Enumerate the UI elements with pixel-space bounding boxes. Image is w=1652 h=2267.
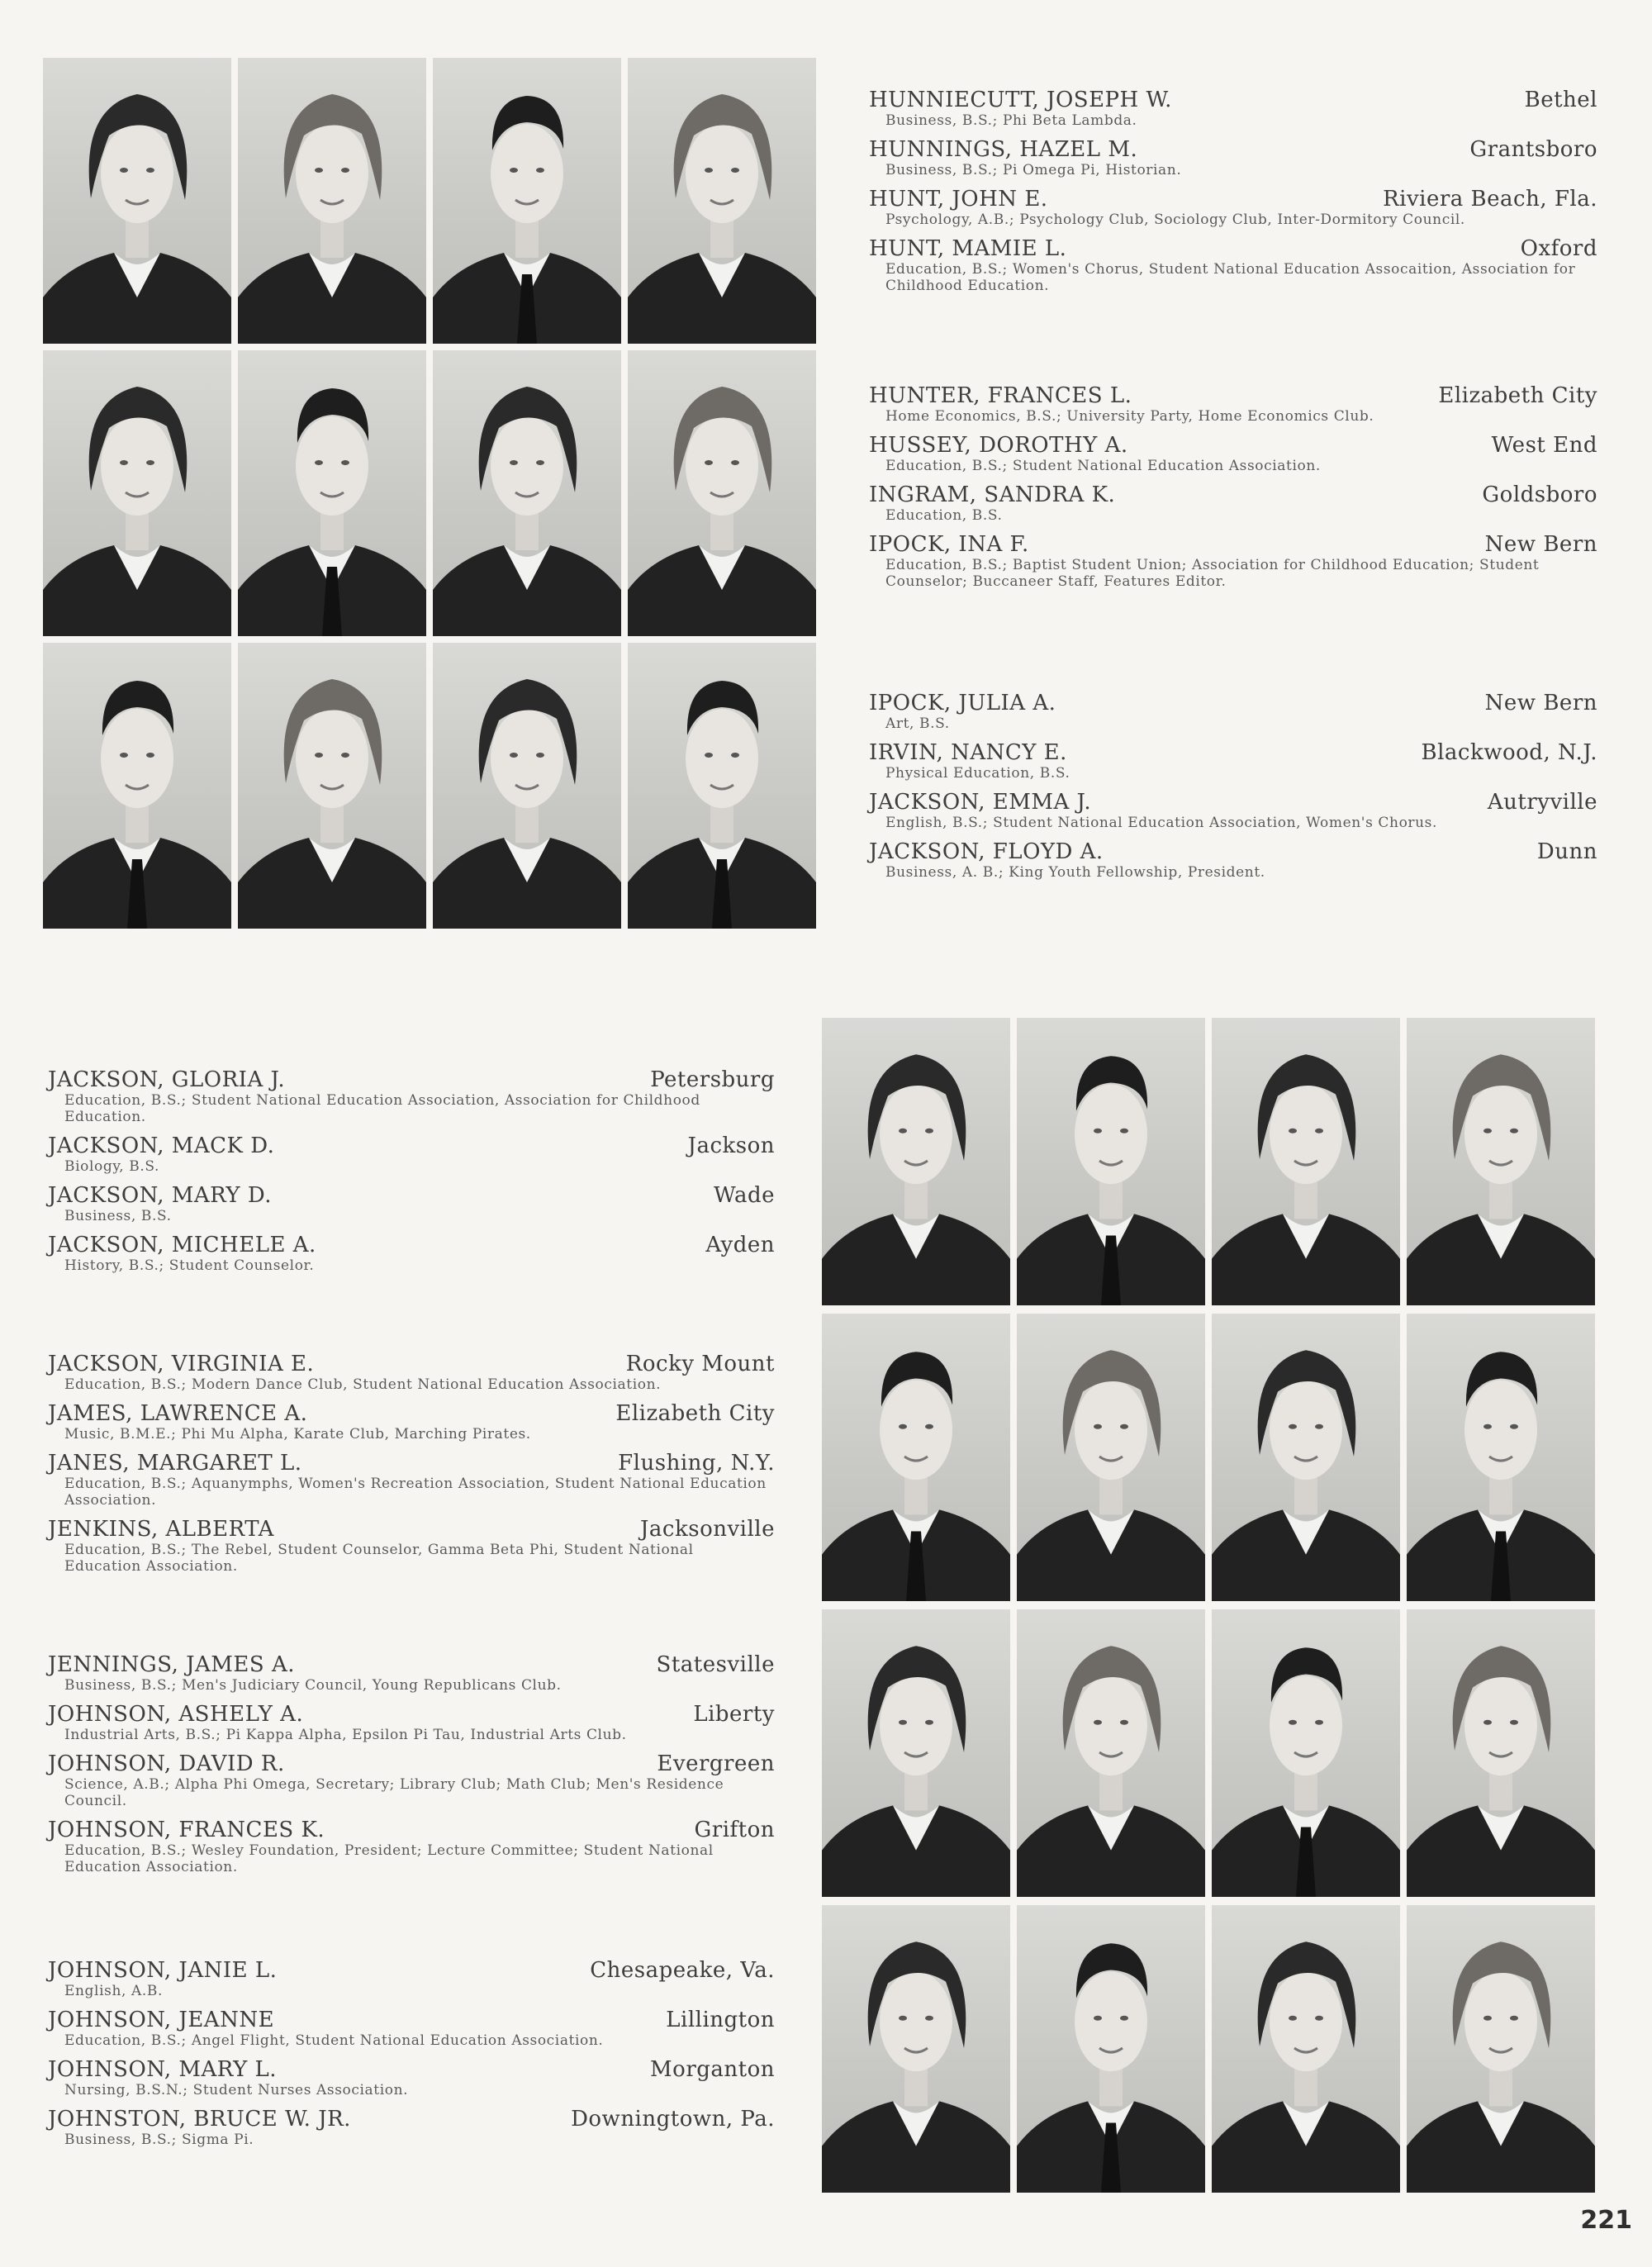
student-activities: Industrial Arts, B.S.; Pi Kappa Alpha, Epsilon Pi Tau, Industrial Arts Club. xyxy=(64,1727,627,1743)
student-name: JANES, MARGARET L. xyxy=(48,1451,302,1476)
student-name: JOHNSON, ASHELY A. xyxy=(48,1702,304,1727)
student-hometown: Grifton xyxy=(694,1818,775,1842)
student-entry xyxy=(48,2057,775,2098)
student-name: IPOCK, INA F. xyxy=(869,532,1029,557)
student-activities: Science, A.B.; Alpha Phi Omega, Secretary; Library Club; Math Club; Men's Residence Council. xyxy=(64,1776,724,1809)
top-portrait-photo xyxy=(43,643,231,929)
bottom-name-block-1 xyxy=(48,1067,775,1282)
student-entry xyxy=(48,1958,775,1999)
student-hometown: Oxford xyxy=(1520,236,1597,261)
student-hometown: Jacksonville xyxy=(639,1517,775,1542)
student-activities: English, A.B. xyxy=(64,1983,163,1999)
bottom-name-block-3 xyxy=(48,1652,775,1884)
student-hometown: Flushing, N.Y. xyxy=(618,1451,775,1476)
student-activities: Biology, B.S. xyxy=(64,1158,160,1175)
student-name: IPOCK, JULIA A. xyxy=(869,691,1056,715)
bottom-portrait-photo xyxy=(1212,1314,1400,1601)
student-hometown: Lillington xyxy=(666,2008,775,2032)
student-hometown: Chesapeake, Va. xyxy=(590,1958,775,1983)
student-entry xyxy=(48,1451,775,1509)
student-activities: Education, B.S. xyxy=(885,507,1003,524)
student-entry xyxy=(48,1134,775,1175)
bottom-portrait-photo xyxy=(1017,1314,1205,1601)
bottom-portrait-photo xyxy=(1407,1018,1595,1305)
student-activities: History, B.S.; Student Counselor. xyxy=(64,1257,315,1274)
student-entry xyxy=(869,187,1597,228)
student-hometown: Liberty xyxy=(693,1702,775,1727)
student-name: JACKSON, MICHELE A. xyxy=(48,1233,316,1257)
student-entry xyxy=(48,1067,775,1125)
student-activities: Home Economics, B.S.; University Party, Home Economics Club. xyxy=(885,408,1374,425)
top-name-block-3 xyxy=(869,691,1597,889)
student-entry xyxy=(869,482,1597,524)
student-activities: Business, A. B.; King Youth Fellowship, President. xyxy=(885,864,1265,881)
student-entry xyxy=(869,88,1597,129)
student-hometown: Goldsboro xyxy=(1482,482,1597,507)
student-hometown: Riviera Beach, Fla. xyxy=(1383,187,1597,211)
student-entry xyxy=(48,1818,775,1875)
page-number: 221 xyxy=(1580,2206,1632,2235)
student-activities: Education, B.S.; Baptist Student Union; Association for Childhood Education; Student Counselor; Buccaneer Staff, Features Editor. xyxy=(885,557,1540,590)
student-name: JOHNSON, JEANNE xyxy=(48,2008,275,2032)
student-entry xyxy=(869,740,1597,782)
student-name: JACKSON, MACK D. xyxy=(48,1134,275,1158)
student-activities: Education, B.S.; Student National Education Association, Association for Childhood Education. xyxy=(64,1092,700,1125)
student-name: JOHNSON, DAVID R. xyxy=(48,1751,285,1776)
student-activities: Business, B.S.; Sigma Pi. xyxy=(64,2132,254,2148)
student-name: HUNTER, FRANCES L. xyxy=(869,383,1132,408)
student-activities: Business, B.S.; Men's Judiciary Council, Young Republicans Club. xyxy=(64,1677,562,1694)
top-name-block-2 xyxy=(869,383,1597,598)
bottom-portrait-photo xyxy=(1017,1905,1205,2193)
student-entry xyxy=(48,1652,775,1694)
bottom-portrait-photo xyxy=(822,1905,1010,2193)
student-hometown: Elizabeth City xyxy=(615,1401,775,1426)
student-activities: Nursing, B.S.N.; Student Nurses Association. xyxy=(64,2082,409,2098)
student-name: JACKSON, VIRGINIA E. xyxy=(48,1352,315,1376)
student-entry xyxy=(869,532,1597,590)
top-portrait-photo xyxy=(628,58,816,344)
student-name: JACKSON, GLORIA J. xyxy=(48,1067,286,1092)
student-hometown: Dunn xyxy=(1536,839,1597,864)
student-hometown: New Bern xyxy=(1484,691,1597,715)
student-entry xyxy=(869,433,1597,474)
student-entry xyxy=(48,2008,775,2049)
student-hometown: Bethel xyxy=(1524,88,1597,112)
student-name: JOHNSON, JANIE L. xyxy=(48,1958,278,1983)
student-hometown: Ayden xyxy=(705,1233,775,1257)
student-entry xyxy=(48,1183,775,1224)
student-hometown: Wade xyxy=(714,1183,775,1208)
student-activities: Education, B.S.; Wesley Foundation, President; Lecture Committee; Student National Education Association. xyxy=(64,1842,714,1875)
student-activities: Music, B.M.E.; Phi Mu Alpha, Karate Club, Marching Pirates. xyxy=(64,1426,531,1442)
top-portrait-photo xyxy=(433,58,621,344)
bottom-name-block-2 xyxy=(48,1352,775,1583)
top-name-block-1 xyxy=(869,88,1597,302)
bottom-portrait-grid xyxy=(822,1018,1595,2193)
student-name: JENKINS, ALBERTA xyxy=(48,1517,274,1542)
student-hometown: Statesville xyxy=(656,1652,775,1677)
bottom-portrait-photo xyxy=(1407,1314,1595,1601)
bottom-portrait-photo xyxy=(1017,1018,1205,1305)
bottom-portrait-photo xyxy=(1017,1609,1205,1897)
top-portrait-grid xyxy=(43,58,816,929)
bottom-portrait-photo xyxy=(1212,1905,1400,2193)
student-name: JENNINGS, JAMES A. xyxy=(48,1652,296,1677)
student-entry xyxy=(48,1751,775,1809)
bottom-portrait-photo xyxy=(1407,1609,1595,1897)
bottom-portrait-photo xyxy=(822,1314,1010,1601)
bottom-portrait-photo xyxy=(822,1609,1010,1897)
top-portrait-photo xyxy=(433,350,621,636)
student-hometown: West End xyxy=(1491,433,1597,458)
student-name: JOHNSON, MARY L. xyxy=(48,2057,278,2082)
top-portrait-photo xyxy=(628,350,816,636)
top-portrait-photo xyxy=(43,350,231,636)
student-activities: Education, B.S.; Student National Education Association. xyxy=(885,458,1321,474)
student-name: IRVIN, NANCY E. xyxy=(869,740,1067,765)
student-activities: Business, B.S.; Pi Omega Pi, Historian. xyxy=(885,162,1182,178)
top-portrait-photo xyxy=(238,643,426,929)
student-entry xyxy=(48,1401,775,1442)
student-activities: Physical Education, B.S. xyxy=(885,765,1070,782)
top-portrait-photo xyxy=(43,58,231,344)
student-activities: Education, B.S.; The Rebel, Student Counselor, Gamma Beta Phi, Student National Education Association. xyxy=(64,1542,694,1575)
student-hometown: New Bern xyxy=(1484,532,1597,557)
student-hometown: Grantsboro xyxy=(1469,137,1597,162)
bottom-portrait-photo xyxy=(1212,1609,1400,1897)
student-name: JACKSON, FLOYD A. xyxy=(869,839,1104,864)
student-entry xyxy=(869,383,1597,425)
student-activities: Education, B.S.; Women's Chorus, Student National Education Assocaition, Association for Childhood Education. xyxy=(885,261,1576,294)
student-name: JOHNSTON, BRUCE W. JR. xyxy=(48,2107,351,2132)
student-activities: Business, B.S. xyxy=(64,1208,172,1224)
student-hometown: Blackwood, N.J. xyxy=(1421,740,1597,765)
top-portrait-photo xyxy=(238,350,426,636)
student-entry xyxy=(869,691,1597,732)
student-activities: Business, B.S.; Phi Beta Lambda. xyxy=(885,112,1137,129)
student-name: JAMES, LAWRENCE A. xyxy=(48,1401,308,1426)
student-name: JOHNSON, FRANCES K. xyxy=(48,1818,325,1842)
student-activities: Education, B.S.; Angel Flight, Student National Education Association. xyxy=(64,2032,604,2049)
student-hometown: Evergreen xyxy=(657,1751,775,1776)
student-entry xyxy=(869,839,1597,881)
student-hometown: Downingtown, Pa. xyxy=(571,2107,775,2132)
student-hometown: Jackson xyxy=(687,1134,775,1158)
student-hometown: Rocky Mount xyxy=(625,1352,775,1376)
student-name: HUNNIECUTT, JOSEPH W. xyxy=(869,88,1172,112)
student-name: HUNT, JOHN E. xyxy=(869,187,1048,211)
top-portrait-photo xyxy=(433,643,621,929)
student-entry xyxy=(869,137,1597,178)
student-name: JACKSON, MARY D. xyxy=(48,1183,273,1208)
student-name: HUSSEY, DOROTHY A. xyxy=(869,433,1128,458)
bottom-name-block-4 xyxy=(48,1958,775,2156)
student-name: HUNNINGS, HAZEL M. xyxy=(869,137,1138,162)
student-entry xyxy=(869,236,1597,294)
student-entry xyxy=(48,1517,775,1575)
student-entry xyxy=(48,1233,775,1274)
student-name: HUNT, MAMIE L. xyxy=(869,236,1067,261)
student-name: INGRAM, SANDRA K. xyxy=(869,482,1116,507)
student-entry xyxy=(48,1702,775,1743)
student-entry xyxy=(48,1352,775,1393)
top-portrait-photo xyxy=(238,58,426,344)
student-entry xyxy=(869,790,1597,831)
student-hometown: Petersburg xyxy=(650,1067,775,1092)
student-activities: Psychology, A.B.; Psychology Club, Sociology Club, Inter-Dormitory Council. xyxy=(885,211,1465,228)
student-activities: Education, B.S.; Modern Dance Club, Student National Education Association. xyxy=(64,1376,662,1393)
bottom-portrait-photo xyxy=(1212,1018,1400,1305)
student-name: JACKSON, EMMA J. xyxy=(869,790,1092,815)
student-activities: Education, B.S.; Aquanymphs, Women's Recreation Association, Student National Education Association. xyxy=(64,1476,767,1509)
student-activities: English, B.S.; Student National Education Association, Women's Chorus. xyxy=(885,815,1438,831)
bottom-portrait-photo xyxy=(1407,1905,1595,2193)
student-entry xyxy=(48,2107,775,2148)
student-activities: Art, B.S. xyxy=(885,715,950,732)
top-portrait-photo xyxy=(628,643,816,929)
bottom-portrait-photo xyxy=(822,1018,1010,1305)
student-hometown: Autryville xyxy=(1487,790,1597,815)
student-hometown: Elizabeth City xyxy=(1438,383,1597,408)
student-hometown: Morganton xyxy=(650,2057,775,2082)
